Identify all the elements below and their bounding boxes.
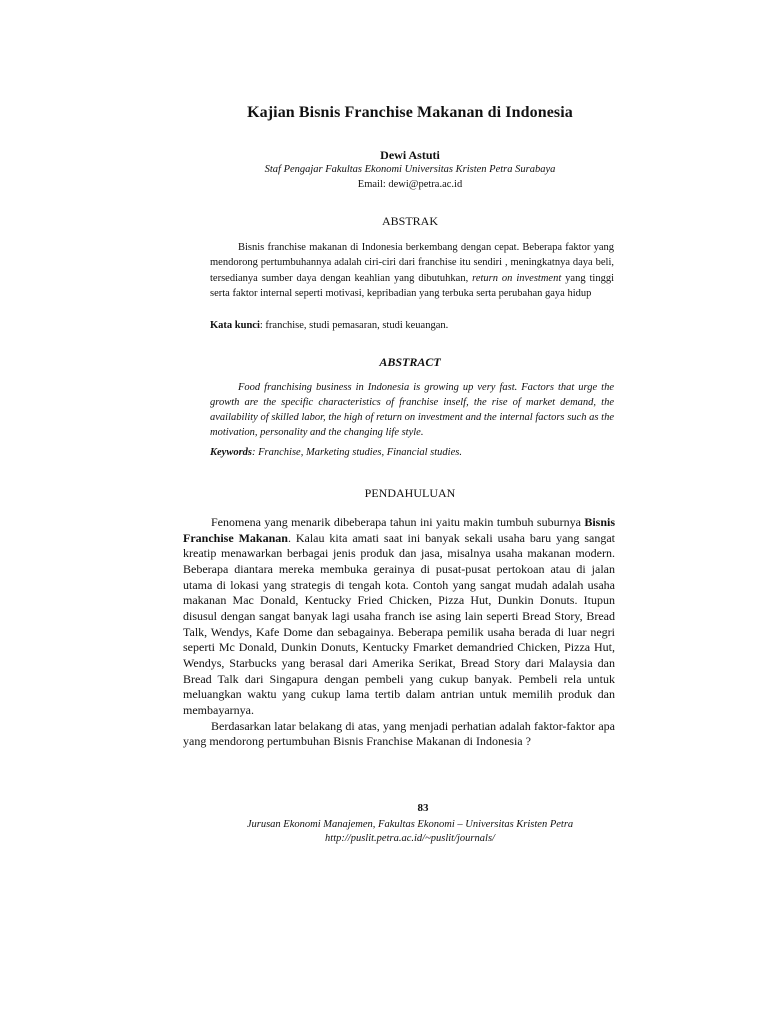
p1-start: Fenomena yang menarik dibeberapa tahun ini yaitu makin tumbuh suburnya [211, 515, 585, 529]
page-number: 83 [417, 802, 429, 814]
paper-title: Kajian Bisnis Franchise Makanan di Indonesia [247, 104, 573, 121]
author-name: Dewi Astuti [380, 148, 440, 162]
abstrak-text-italic: return on investment [472, 272, 562, 284]
pendahuluan-body [183, 515, 615, 750]
p1-bold: Bisnis Franchise Makanan [183, 515, 615, 545]
keywords [210, 447, 614, 458]
pendahuluan-paragraph-1 [183, 515, 615, 719]
abstrak-text-part2: yang tinggi serta faktor internal seperti motivasi, kepribadian yang terbuka serta perubahan gaya hidup [210, 272, 614, 299]
author-email: Email: dewi@petra.ac.id [357, 179, 463, 190]
footer-url: http://puslit.petra.ac.id/~puslit/journals/ [325, 833, 495, 844]
abstrak-text-part1: Bisnis franchise makanan di Indonesia berkembang dengan cepat. Beberapa faktor yang mendorong pertumbuhannya adalah ciri-ciri dari franchise itu sendiri , meningkatnya daya beli, tersedianya sumber daya dengan keahlian yang dibutuhkan, [210, 242, 614, 284]
kata-kunci-text: : franchise, studi pemasaran, studi keuangan. [259, 320, 449, 331]
abstrak-text [210, 240, 614, 301]
footer-institution: Jurusan Ekonomi Manajemen, Fakultas Ekonomi – Universitas Kristen Petra [246, 819, 574, 830]
author-affiliation: Staf Pengajar Fakultas Ekonomi Universitas Kristen Petra Surabaya [264, 164, 556, 175]
abstrak-heading: ABSTRAK [381, 214, 438, 228]
abstract-text: Food franchising business in Indonesia is growing up very fast. Factors that urge the growth are the specific characteristics of franchise inself, the rise of market demand, the availability of skilled labor, the high of return on investment and the internal factors such as the motivation, personality and the changing life style. [210, 382, 614, 439]
kata-kunci [210, 320, 614, 331]
abstract-heading: ABSTRACT [379, 355, 441, 369]
kata-kunci-label: Kata kunci [210, 320, 260, 331]
p1-rest: . Kalau kita amati saat ini banyak sekali usaha baru yang sangat kreatip menawarkan berbagai jenis produk dan jasa, misalnya usaha makanan modern. Beberapa diantara mereka membuka gerainya di pusat-pusat pertokoan atau di jalan utama di lokasi yang strategis di tengah kota. Contoh yang sangat mudah adalah usaha makanan Mac Donald, Kentucky Fried Chicken, Pizza Hut, Dunkin Donuts. Itupun disusul dengan sangat banyak lagi usaha franch ise asing lain seperti Bread Story, Bread Talk, Wendys, Kafe Dome dan sebagainya. Beberapa pemilik usaha berada di luar negri seperti Mc Donald, Dunkin Donuts, Kentucky Fmarket demandried Chicken, Pizza Hut, Wendys, Starbucks yang berasal dari Amerika Serikat, Bread Story dari Malaysia dan Bread Talk dari Singapura dengan pembeli yang cukup banyak. Pembeli rela untuk meluangkan waktu yang cukup lama tertib dalam antrian untuk memilih produk dan membayarnya. [183, 530, 615, 717]
keywords-label: Keywords [210, 447, 252, 458]
pendahuluan-heading: PENDAHULUAN [364, 486, 456, 500]
pendahuluan-paragraph-2: Berdasarkan latar belakang di atas, yang menjadi perhatian adalah faktor-faktor apa yang mendorong pertumbuhan Bisnis Franchise Makanan di Indonesia ? [183, 718, 615, 749]
keywords-text: : Franchise, Marketing studies, Financial studies. [252, 447, 462, 458]
